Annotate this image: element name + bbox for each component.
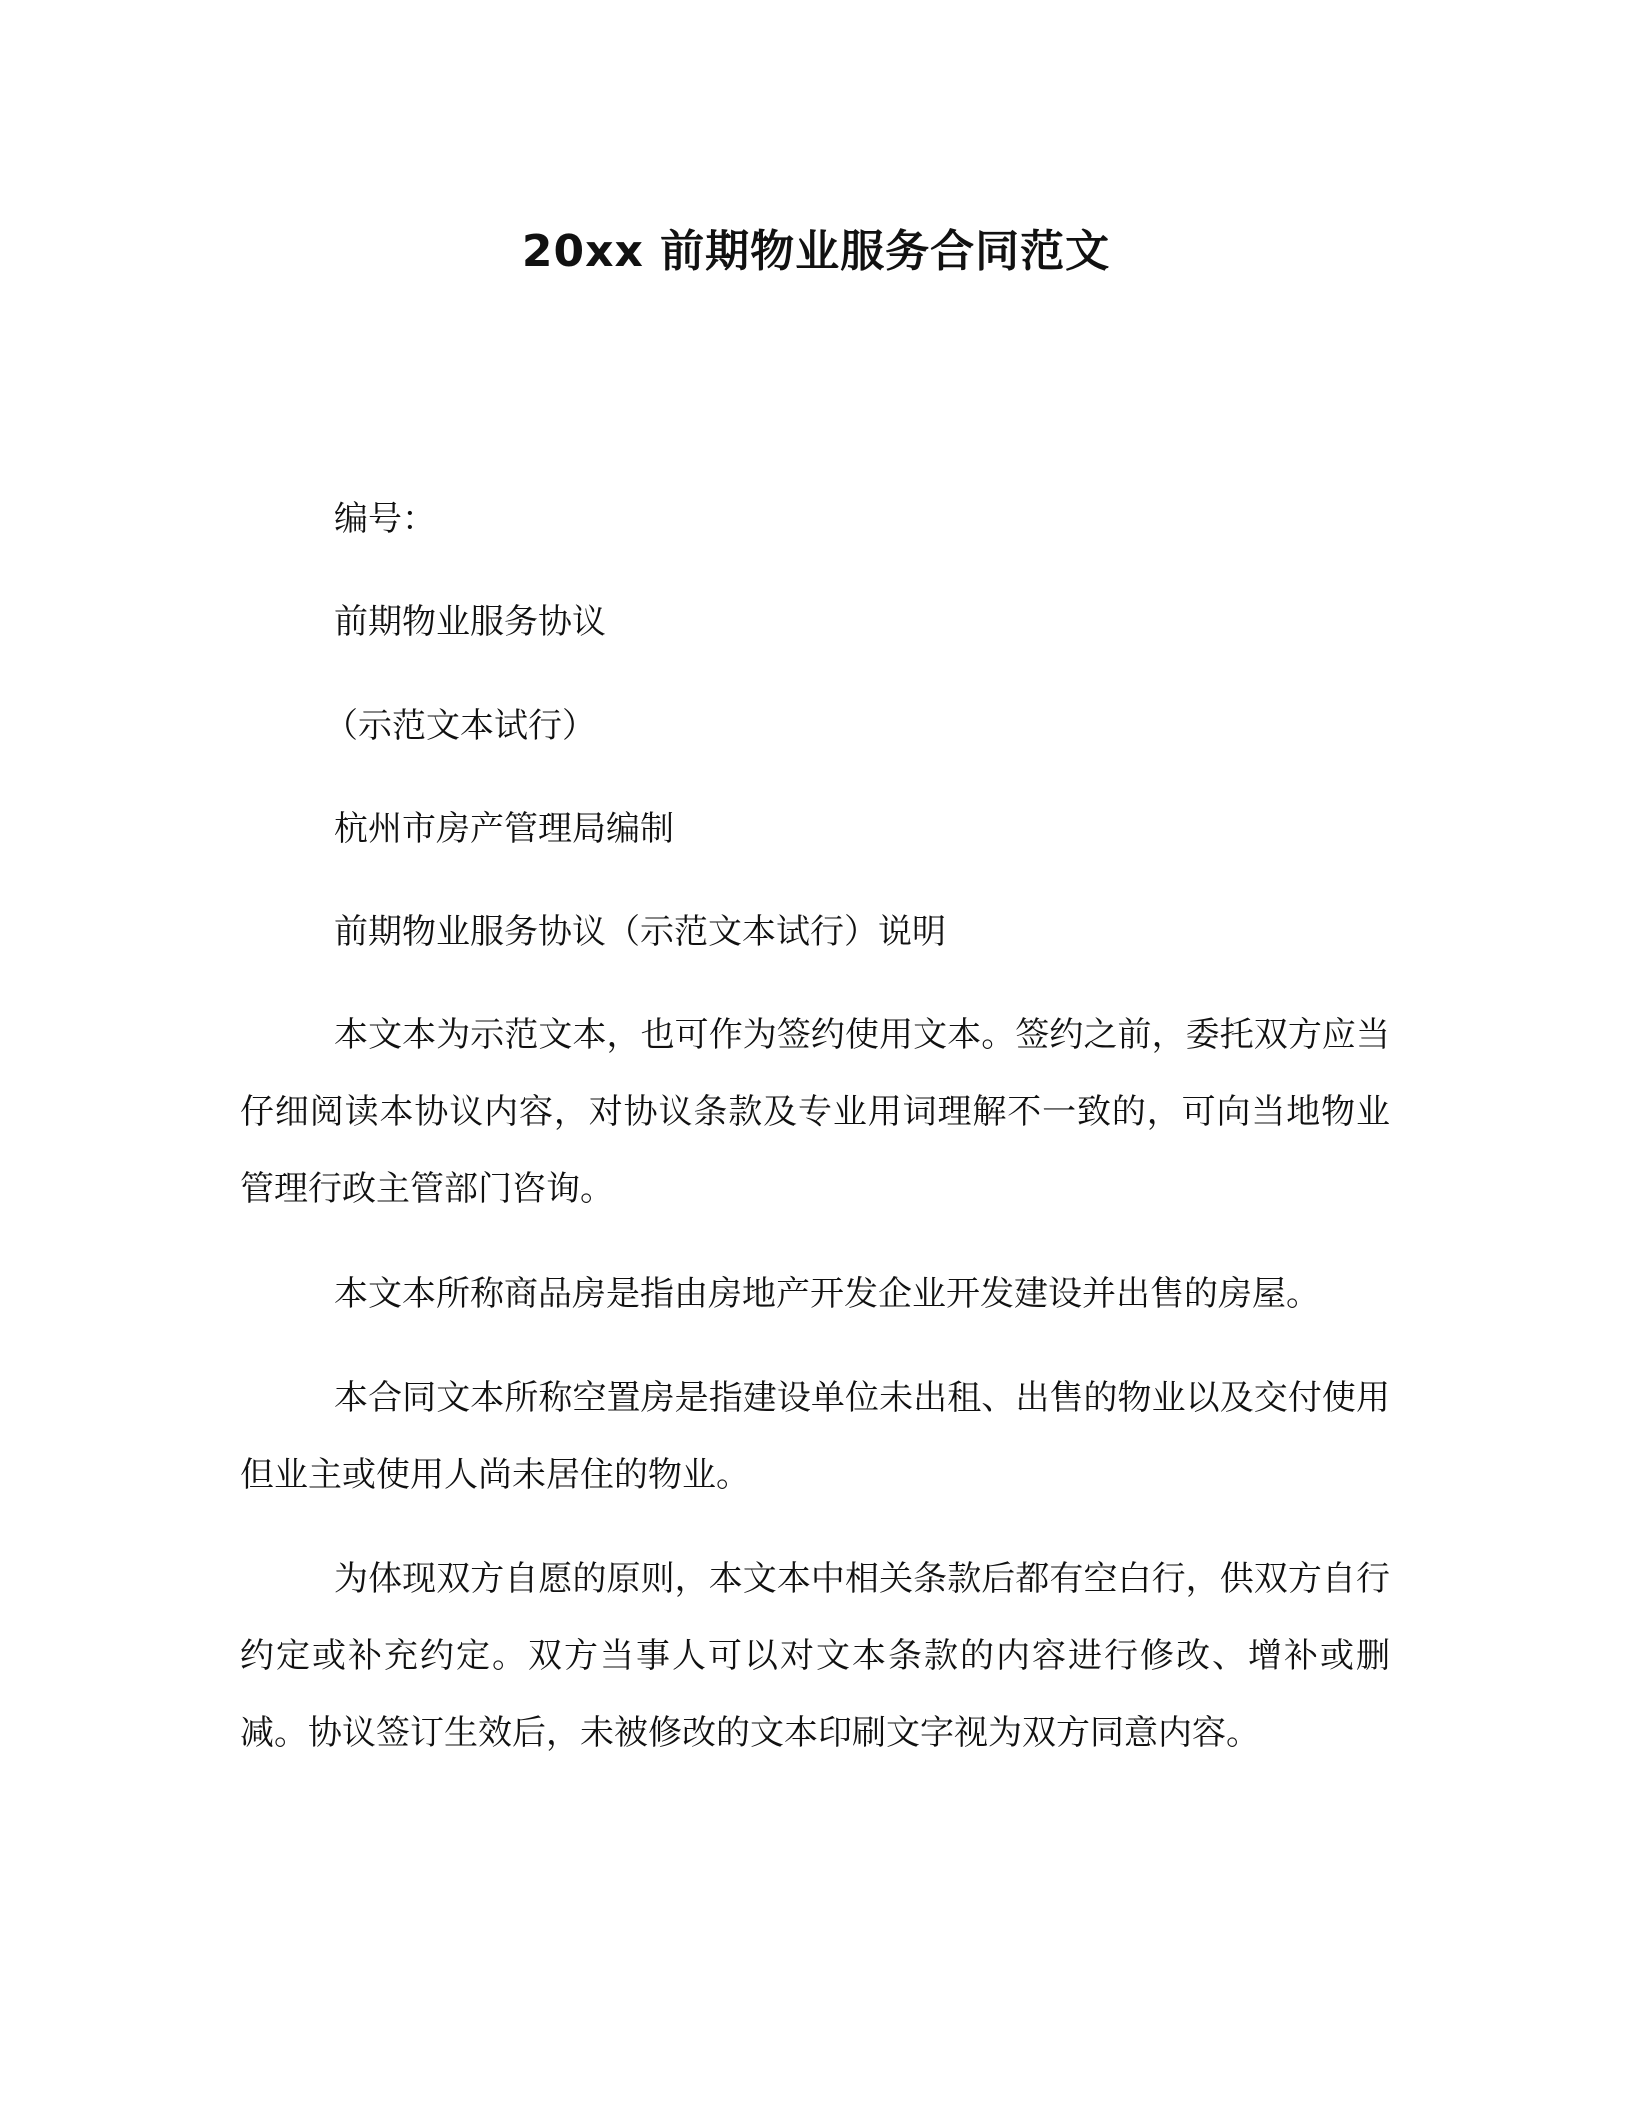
edition-note: （示范文本试行） [324, 706, 596, 746]
paragraph-usage: 本文本为示范文本，也可作为签约使用文本。签约之前，委托双方应当仔细阅读本协议内容，对协议条款及专业用词理解不一致的，可向当地物业管理行政主管部门咨询。 [240, 1015, 1390, 1209]
compiler-line: 杭州市房产管理局编制 [334, 809, 674, 849]
paragraph-voluntary-principle: 为体现双方自愿的原则，本文本中相关条款后都有空白行，供双方自行约定或补充约定。双方当事人可以对文本条款的内容进行修改、增补或删减。协议签订生效后，未被修改的文本印刷文字视为双方同意内容。 [240, 1559, 1390, 1753]
explanation-heading: 前期物业服务协议（示范文本试行）说明 [334, 912, 946, 952]
agreement-name: 前期物业服务协议 [334, 602, 606, 642]
document-title: 20xx 前期物业服务合同范文 [521, 226, 1111, 277]
paragraph-commercial-housing: 本文本所称商品房是指由房地产开发企业开发建设并出售的房屋。 [334, 1274, 1320, 1314]
number-label: 编号： [334, 499, 436, 539]
paragraph-vacant-housing: 本合同文本所称空置房是指建设单位未出租、出售的物业以及交付使用但业主或使用人尚未居住的物业。 [240, 1378, 1390, 1495]
